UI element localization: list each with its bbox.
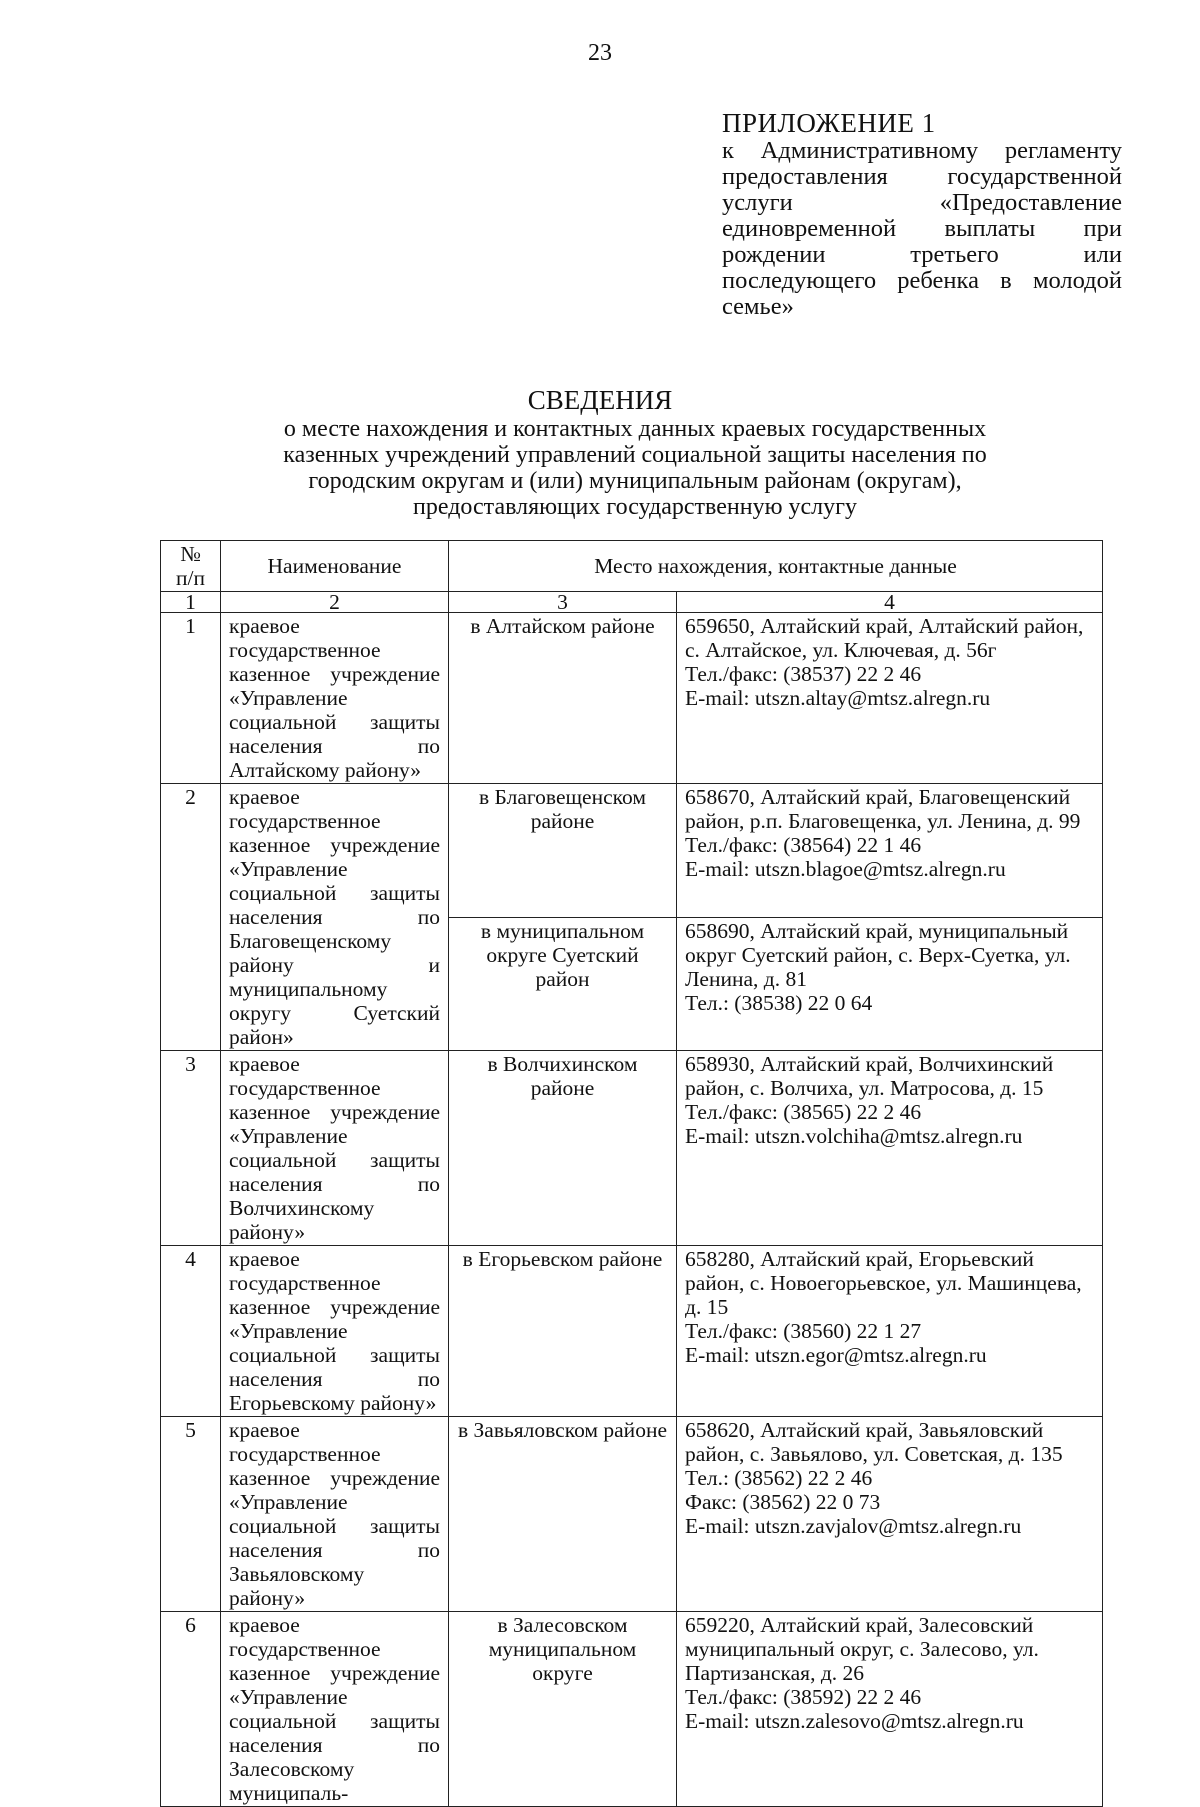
table-row [161,1051,1103,1246]
row-number: 6 [161,1612,221,1807]
table-row [161,1417,1103,1612]
email-text: E-mail: utszn.egor@mtsz.alregn.ru [685,1343,987,1367]
address-text: 658690, Алтайский край, муниципальный округ Суетский район, с. Верх-Суетка, ул. Ленина, д. 81 [685,918,1071,991]
contact-details [677,917,1103,1051]
area-name: в муниципальном округе Суетский район [449,917,677,1051]
header-name: Наименование [221,541,449,592]
row-number: 2 [161,784,221,1051]
contact-details [677,1612,1103,1807]
email-text: E-mail: utszn.altay@mtsz.alregn.ru [685,686,991,710]
table-row [161,784,1103,918]
phone-text: Тел./факс: (38560) 22 1 27 [685,1319,922,1343]
institution-name: краевое государственное казенное учреждение «Управление социальной защиты населения по Алтайскому району» [221,613,449,784]
phone-text: Тел./факс: (38565) 22 2 46 [685,1100,922,1124]
address-text: 658930, Алтайский край, Волчихинский район, с. Волчиха, ул. Матросова, д. 15 [685,1052,1054,1100]
column-number-row [161,592,1103,613]
institution-name: краевое государственное казенное учреждение «Управление социальной защиты населения по Волчихинскому району» [221,1051,449,1246]
contact-details [677,1051,1103,1246]
area-name: в Завьяловском районе [449,1417,677,1612]
row-number: 1 [161,613,221,784]
area-name: в Залесовском муниципальном округе [449,1612,677,1807]
area-name: в Егорьевском районе [449,1246,677,1417]
area-name: в Благовещенском районе [449,784,677,918]
header-location: Место нахождения, контактные данные [449,541,1103,592]
email-text: E-mail: utszn.volchiha@mtsz.alregn.ru [685,1124,1023,1148]
area-name: в Волчихинском районе [449,1051,677,1246]
contact-details [677,1246,1103,1417]
column-number: 1 [161,592,221,613]
column-number: 2 [221,592,449,613]
email-text: E-mail: utszn.blagoe@mtsz.alregn.ru [685,857,1006,881]
phone-text: Тел./факс: (38564) 22 1 46 [685,833,922,857]
phone-text: Тел./факс: (38592) 22 2 46 [685,1685,922,1709]
institution-name: краевое государственное казенное учреждение «Управление социальной защиты населения по Егорьевскому району» [221,1246,449,1417]
area-name: в Алтайском районе [449,613,677,784]
address-text: 659220, Алтайский край, Залесовский муниципальный округ, с. Залесово, ул. Партизанская, д. 26 [685,1613,1039,1685]
address-text: 658280, Алтайский край, Егорьевский район, с. Новоегорьевское, ул. Машинцева, д. 15 [685,1247,1082,1319]
document-subtitle: о месте нахождения и контактных данных краевых государственных казенных учреждений управлений социальной защиты населения по городским округам и (или) муниципальным районам (округам), предоставляющих государственную услугу [283,416,987,520]
row-number: 5 [161,1417,221,1612]
document-title: СВЕДЕНИЯ [527,385,673,415]
institution-name: краевое государственное казенное учреждение «Управление социальной защиты населения по Завьяловскому району» [221,1417,449,1612]
contact-details [677,1417,1103,1612]
appendix-title: ПРИЛОЖЕНИЕ 1 [722,108,936,138]
phone-text: Тел.: (38562) 22 2 46 [685,1466,873,1490]
table-row [161,1612,1103,1807]
row-number: 4 [161,1246,221,1417]
table-row [161,1246,1103,1417]
phone-text: Тел./факс: (38537) 22 2 46 [685,662,922,686]
email-text: E-mail: utszn.zalesovo@mtsz.alregn.ru [685,1709,1024,1733]
institution-name: краевое государственное казенное учреждение «Управление социальной защиты населения по Благовещенскому району и муниципальному округу Суетский район» [221,784,449,1051]
address-text: 659650, Алтайский край, Алтайский район, с. Алтайское, ул. Ключевая, д. 56г [685,614,1084,662]
column-number: 3 [449,592,677,613]
appendix-block [722,108,1122,320]
appendix-text: к Административному регламенту предоставления государственной услуги «Предоставление единовременной выплаты при рождении третьего или последующего ребенка в молодой семье» [722,137,1122,320]
fax-text: Факс: (38562) 22 0 73 [685,1490,881,1514]
institutions-table [160,540,1103,1807]
contact-details [677,613,1103,784]
column-number: 4 [677,592,1103,613]
phone-text: Тел.: (38538) 22 0 64 [685,990,873,1015]
email-text: E-mail: utszn.zavjalov@mtsz.alregn.ru [685,1514,1022,1538]
header-num: № п/п [161,541,221,592]
address-text: 658620, Алтайский край, Завьяловский район, с. Завьялово, ул. Советская, д. 135 [685,1418,1063,1466]
contact-details [677,784,1103,918]
row-number: 3 [161,1051,221,1246]
table-row [161,613,1103,784]
address-text: 658670, Алтайский край, Благовещенский район, р.п. Благовещенка, ул. Ленина, д. 99 [685,785,1081,833]
page-number: 23 [588,40,612,66]
institution-name: краевое государственное казенное учреждение «Управление социальной защиты населения по Залесовскому муниципаль- [221,1612,449,1807]
table-header-row [161,541,1103,592]
